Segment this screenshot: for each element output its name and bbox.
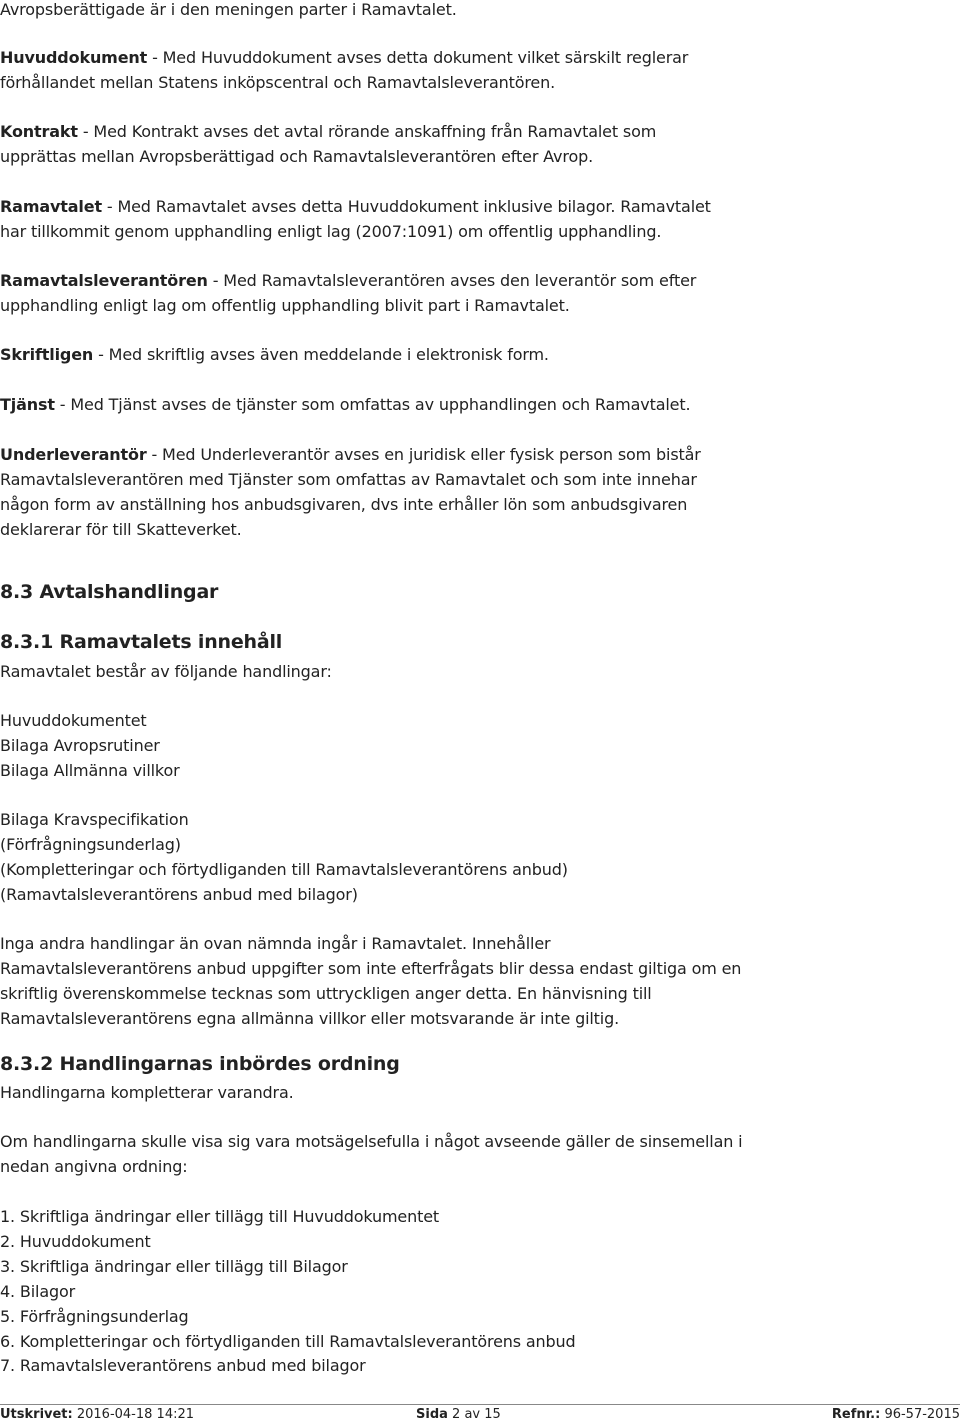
ref-value: 96-57-2015 (880, 1407, 960, 1422)
section-heading-8-3: 8.3 Avtalshandlingar (0, 581, 219, 603)
page-footer (0, 1404, 960, 1423)
definition-line (0, 48, 688, 68)
paragraph-line: Ramavtalsleverantörens egna allmänna villkor eller motsvarande är inte giltig. (0, 1009, 620, 1028)
definition-text: - Med Ramavtalet avses detta Huvuddokument inklusive bilagor. Ramavtalet (101, 197, 711, 216)
definition-text: - Med Huvuddokument avses detta dokument vilket särskilt reglerar (147, 48, 689, 67)
paragraph-line: Ramavtalsleverantörens anbud uppgifter som inte efterfrågats blir dessa endast giltiga om en (0, 959, 742, 978)
definition-line (0, 0, 457, 20)
definition-line (0, 345, 549, 365)
order-list-item: 4. Bilagor (0, 1282, 76, 1301)
page-number (416, 1406, 501, 1424)
definition-line (0, 470, 697, 490)
definition-term: Skriftligen (0, 345, 94, 364)
definition-text: - Med Underleverantör avses en juridisk eller fysisk person som bistår (146, 445, 701, 464)
definition-line (0, 495, 687, 515)
definition-line (0, 520, 242, 540)
definition-term: Kontrakt (0, 122, 78, 141)
order-list-item: 1. Skriftliga ändringar eller tillägg till Huvuddokumentet (0, 1207, 440, 1226)
section-heading-8-3-1: 8.3.1 Ramavtalets innehåll (0, 631, 283, 653)
definition-text: förhållandet mellan Statens inköpscentral och Ramavtalsleverantören. (0, 73, 556, 92)
order-list-item: 7. Ramavtalsleverantörens anbud med bilagor (0, 1356, 366, 1375)
definition-line (0, 197, 711, 217)
document-list-item: Bilaga Avropsrutiner (0, 736, 160, 755)
order-list-item: 5. Förfrågningsunderlag (0, 1307, 189, 1326)
definition-text: upphandling enligt lag om offentlig upphandling blivit part i Ramavtalet. (0, 296, 570, 315)
definition-term: Ramavtalet (0, 197, 102, 216)
order-list-item: 3. Skriftliga ändringar eller tillägg till Bilagor (0, 1257, 348, 1276)
definition-line (0, 122, 656, 142)
definition-text: Ramavtalsleverantören med Tjänster som omfattas av Ramavtalet och som inte innehar (0, 470, 697, 489)
definition-term: Underleverantör (0, 445, 147, 464)
document-list-item: Bilaga Kravspecifikation (0, 810, 189, 829)
definition-term: Ramavtalsleverantören (0, 271, 208, 290)
order-list-item: 2. Huvuddokument (0, 1232, 151, 1251)
definition-text: någon form av anställning hos anbudsgivaren, dvs inte erhåller lön som anbudsgivaren (0, 495, 688, 514)
definition-line (0, 222, 661, 242)
definition-line (0, 147, 593, 167)
page-value: 2 av 15 (447, 1407, 501, 1422)
printed-label: Utskrivet: (0, 1407, 73, 1422)
definition-line (0, 73, 555, 93)
paragraph-line: skriftlig överenskommelse tecknas som uttryckligen anger detta. En hänvisning till (0, 984, 652, 1003)
definition-line (0, 445, 701, 465)
document-list-item: (Kompletteringar och förtydliganden till Ramavtalsleverantörens anbud) (0, 860, 568, 879)
definition-text: - Med Ramavtalsleverantören avses den leverantör som efter (207, 271, 697, 290)
definition-text: - Med Kontrakt avses det avtal rörande anskaffning från Ramavtalet som (77, 122, 657, 141)
definition-term: Tjänst (0, 395, 55, 414)
definition-term: Huvuddokument (0, 48, 148, 67)
intro-text-8-3-1: Ramavtalet består av följande handlingar: (0, 662, 332, 681)
document-list-item: (Förfrågningsunderlag) (0, 835, 181, 854)
definition-text: upprättas mellan Avropsberättigad och Ramavtalsleverantören efter Avrop. (0, 147, 594, 166)
printed-value: 2016-04-18 14:21 (72, 1407, 195, 1422)
paragraph-line: nedan angivna ordning: (0, 1157, 188, 1176)
document-list-item: (Ramavtalsleverantörens anbud med bilagor) (0, 885, 358, 904)
intro-text-8-3-2: Handlingarna kompletterar varandra. (0, 1083, 294, 1102)
document-list-item: Bilaga Allmänna villkor (0, 761, 180, 780)
ref-label: Refnr.: (831, 1407, 881, 1422)
section-heading-8-3-2: 8.3.2 Handlingarnas inbördes ordning (0, 1053, 400, 1075)
definition-text: Avropsberättigade är i den meningen parter i Ramavtalet. (0, 0, 457, 19)
paragraph-line: Inga andra handlingar än ovan nämnda ingår i Ramavtalet. Innehåller (0, 934, 551, 953)
page-label: Sida (416, 1407, 448, 1422)
reference-number (832, 1406, 960, 1424)
definition-text: har tillkommit genom upphandling enligt lag (2007:1091) om offentlig upphandling. (0, 222, 662, 241)
definition-text: - Med Tjänst avses de tjänster som omfattas av upphandlingen och Ramavtalet. (54, 395, 691, 414)
definition-line (0, 395, 690, 415)
order-list-item: 6. Kompletteringar och förtydliganden till Ramavtalsleverantörens anbud (0, 1332, 576, 1351)
definition-line (0, 271, 696, 291)
definition-line (0, 296, 570, 316)
definition-text: - Med skriftlig avses även meddelande i elektronisk form. (93, 345, 549, 364)
document-list-item: Huvuddokumentet (0, 711, 147, 730)
paragraph-line: Om handlingarna skulle visa sig vara motsägelsefulla i något avseende gäller de sinsemellan i (0, 1132, 743, 1151)
printed-date (0, 1406, 194, 1424)
definition-text: deklarerar för till Skatteverket. (0, 520, 242, 539)
